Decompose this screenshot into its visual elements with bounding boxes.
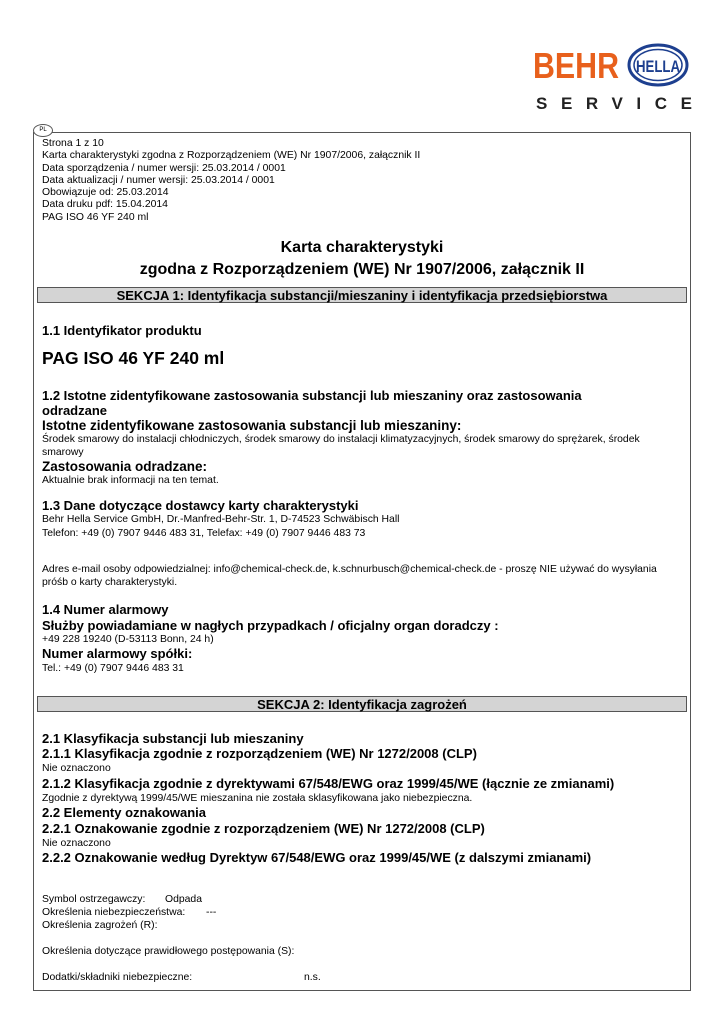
page-number: Strona 1 z 10 bbox=[42, 138, 104, 149]
heading-1-4: 1.4 Numer alarmowy bbox=[42, 602, 169, 617]
company-emergency-heading: Numer alarmowy spółki: bbox=[42, 646, 193, 661]
hella-logo-text: HELLA bbox=[636, 57, 680, 76]
heading-2-1: 2.1 Klasyfikacja substancji lub mieszaniny bbox=[42, 731, 304, 746]
behr-logo bbox=[533, 45, 619, 86]
pdf-date: Data druku pdf: 15.04.2014 bbox=[42, 199, 168, 211]
update-date: Data aktualizacji / numer wersji: 25.03.2014 / 0001 bbox=[42, 174, 275, 186]
supplier-phone: Telefon: +49 (0) 7907 9446 483 31, Telefax: +49 (0) 7907 9446 483 73 bbox=[42, 528, 366, 539]
valid-from: Obowiązuje od: 25.03.2014 bbox=[42, 187, 169, 199]
heading-2-1-2: 2.1.2 Klasyfikacja zgodnie z dyrektywami 67/548/EWG oraz 1999/45/WE (łącznie ze zmianami) bbox=[42, 776, 615, 791]
directive-classification: Zgodnie z dyrektywą 1999/45/WE mieszanina nie została sklasyfikowana jako niebezpieczna. bbox=[42, 793, 473, 804]
heading-2-1-1: 2.1.1 Klasyfikacja zgodnie z rozporządzeniem (WE) Nr 1272/2008 (CLP) bbox=[42, 746, 477, 761]
creation-date: Data sporządzenia / numer wersji: 25.03.2014 / 0001 bbox=[42, 162, 286, 174]
language-badge: PL bbox=[33, 124, 53, 137]
doc-subtitle: zgodna z Rozporządzeniem (WE) Nr 1907/2006, załącznik II bbox=[139, 261, 585, 278]
heading-1-1: 1.1 Identyfikator produktu bbox=[42, 323, 202, 338]
additions-value: n.s. bbox=[304, 972, 321, 983]
heading-1-3: 1.3 Dane dotyczące dostawcy karty charakterystyki bbox=[42, 498, 359, 513]
service-wordmark: SERVICE bbox=[536, 94, 706, 113]
section-1-header: SEKCJA 1: Identyfikacja substancji/mieszaniny i identyfikacja przedsiębiorstwa bbox=[37, 287, 687, 303]
company-emergency-number: Tel.: +49 (0) 7907 9446 483 31 bbox=[42, 663, 184, 674]
r-phrases-label: Określenia zagrożeń (R): bbox=[42, 920, 158, 931]
supplier-address: Behr Hella Service GmbH, Dr.-Manfred-Behr-Str. 1, D-74523 Schwäbisch Hall bbox=[42, 514, 400, 525]
uses-advised-against-heading: Zastosowania odradzane: bbox=[42, 459, 208, 474]
hazard-label: Określenia niebezpieczeństwa: bbox=[42, 907, 186, 918]
behr-logo-text: BEHR bbox=[533, 45, 619, 86]
heading-2-2-1: 2.2.1 Oznakowanie zgodnie z rozporządzeniem (WE) Nr 1272/2008 (CLP) bbox=[42, 821, 485, 836]
clp-labelling: Nie oznaczono bbox=[42, 838, 111, 849]
heading-1-2-cont: odradzane bbox=[42, 403, 108, 418]
heading-2-2: 2.2 Elementy oznakowania bbox=[42, 805, 207, 820]
clp-classification: Nie oznaczono bbox=[42, 763, 111, 774]
s-phrases-label: Określenia dotyczące prawidłowego postępowania (S): bbox=[42, 946, 295, 957]
symbol-label: Symbol ostrzegawczy: bbox=[42, 894, 146, 905]
uses-advised-against-text: Aktualnie brak informacji na ten temat. bbox=[42, 475, 219, 486]
responsible-email: Adres e-mail osoby odpowiedzialnej: info@chemical-check.de, k.schnurbusch@chemical-check.de - proszę NIE używać do wysyłania próśb o karty charakterystyki. bbox=[42, 564, 657, 588]
heading-2-2-2: 2.2.2 Oznakowanie według Dyrektyw 67/548/EWG oraz 1999/45/WE (z dalszymi zmianami) bbox=[42, 850, 592, 865]
product-ref: PAG ISO 46 YF 240 ml bbox=[42, 211, 149, 223]
identified-uses-heading: Istotne zidentyfikowane zastosowania substancji lub mieszaniny: bbox=[42, 418, 462, 433]
identified-uses-text: Środek smarowy do instalacji chłodniczych, środek smarowy do instalacji klimatyzacyjnych, środek smarowy do sprężarek, środek smarowy bbox=[42, 434, 640, 458]
hazard-value: --- bbox=[206, 907, 217, 918]
additions-label: Dodatki/składniki niebezpieczne: bbox=[42, 972, 193, 983]
symbol-value: Odpada bbox=[165, 894, 202, 905]
document-meta bbox=[42, 138, 420, 224]
regulation-line: Karta charakterystyki zgodna z Rozporządzeniem (WE) Nr 1907/2006, załącznik II bbox=[42, 150, 421, 162]
heading-1-2: 1.2 Istotne zidentyfikowane zastosowania substancji lub mieszaniny oraz zastosowania bbox=[42, 388, 582, 403]
doc-title: Karta charakterystyki bbox=[280, 239, 444, 256]
section-2-header: SEKCJA 2: Identyfikacja zagrożeń bbox=[37, 696, 687, 712]
emergency-number: +49 228 19240 (D-53113 Bonn, 24 h) bbox=[42, 634, 214, 645]
product-name: PAG ISO 46 YF 240 ml bbox=[42, 348, 225, 368]
hella-logo bbox=[627, 43, 689, 87]
emergency-services-heading: Służby powiadamiane w nagłych przypadkach / oficjalny organ doradczy : bbox=[42, 618, 499, 633]
